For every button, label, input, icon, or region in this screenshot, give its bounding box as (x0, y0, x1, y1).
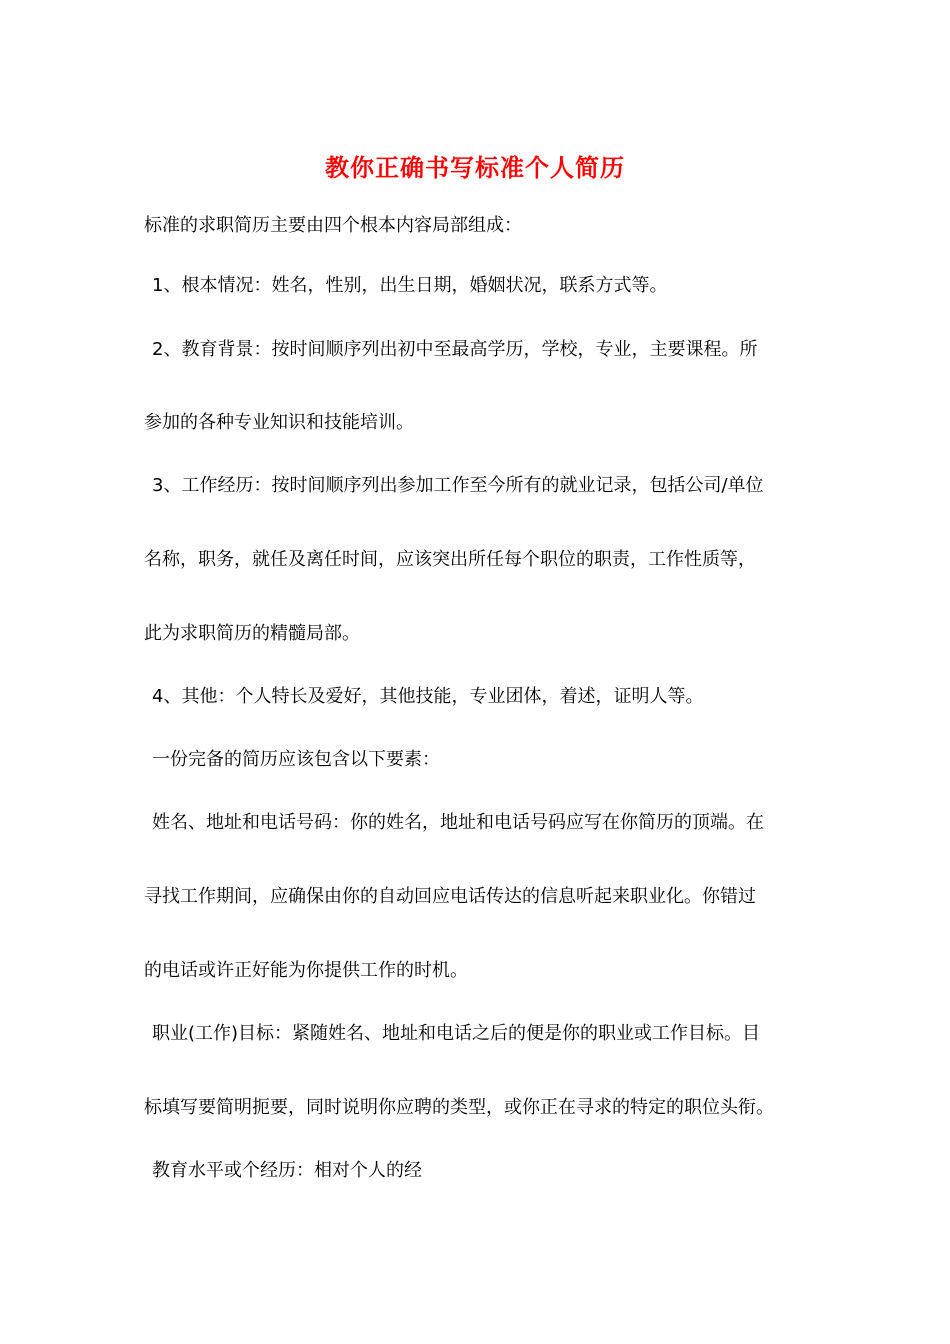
paragraph-line: 教育水平或个经历：相对个人的经 (152, 1160, 422, 1181)
paragraph-line: 1、根本情况：姓名，性别，出生日期，婚姻状况，联系方式等。 (152, 275, 668, 296)
paragraph-line: 此为求职简历的精髓局部。 (144, 623, 360, 644)
paragraph-line: 标填写要简明扼要，同时说明你应聘的类型，或你正在寻求的特定的职位头衔。 (144, 1097, 774, 1118)
paragraph-line: 一份完备的简历应该包含以下要素： (152, 749, 440, 770)
paragraph-line: 3、工作经历：按时间顺序列出参加工作至今所有的就业记录，包括公司/单位 (152, 475, 764, 496)
paragraph-line: 标准的求职简历主要由四个根本内容局部组成： (144, 215, 522, 236)
paragraph-line: 的电话或许正好能为你提供工作的时机。 (144, 960, 468, 981)
document-title: 教你正确书写标准个人简历 (325, 154, 625, 182)
paragraph-line: 寻找工作期间，应确保由你的自动回应电话传达的信息听起来职业化。你错过 (144, 886, 756, 907)
paragraph-line: 4、其他：个人特长及爱好，其他技能，专业团体，着述，证明人等。 (152, 686, 704, 707)
paragraph-line: 名称，职务，就任及离任时间，应该突出所任每个职位的职责，工作性质等， (144, 549, 756, 570)
paragraph-line: 参加的各种专业知识和技能培训。 (144, 412, 414, 433)
paragraph-line: 职业(工作)目标：紧随姓名、地址和电话之后的便是你的职业或工作目标。目 (152, 1023, 761, 1044)
paragraph-line: 姓名、地址和电话号码：你的姓名，地址和电话号码应写在你简历的顶端。在 (152, 812, 764, 833)
paragraph-line: 2、教育背景：按时间顺序列出初中至最高学历，学校，专业，主要课程。所 (152, 339, 758, 360)
